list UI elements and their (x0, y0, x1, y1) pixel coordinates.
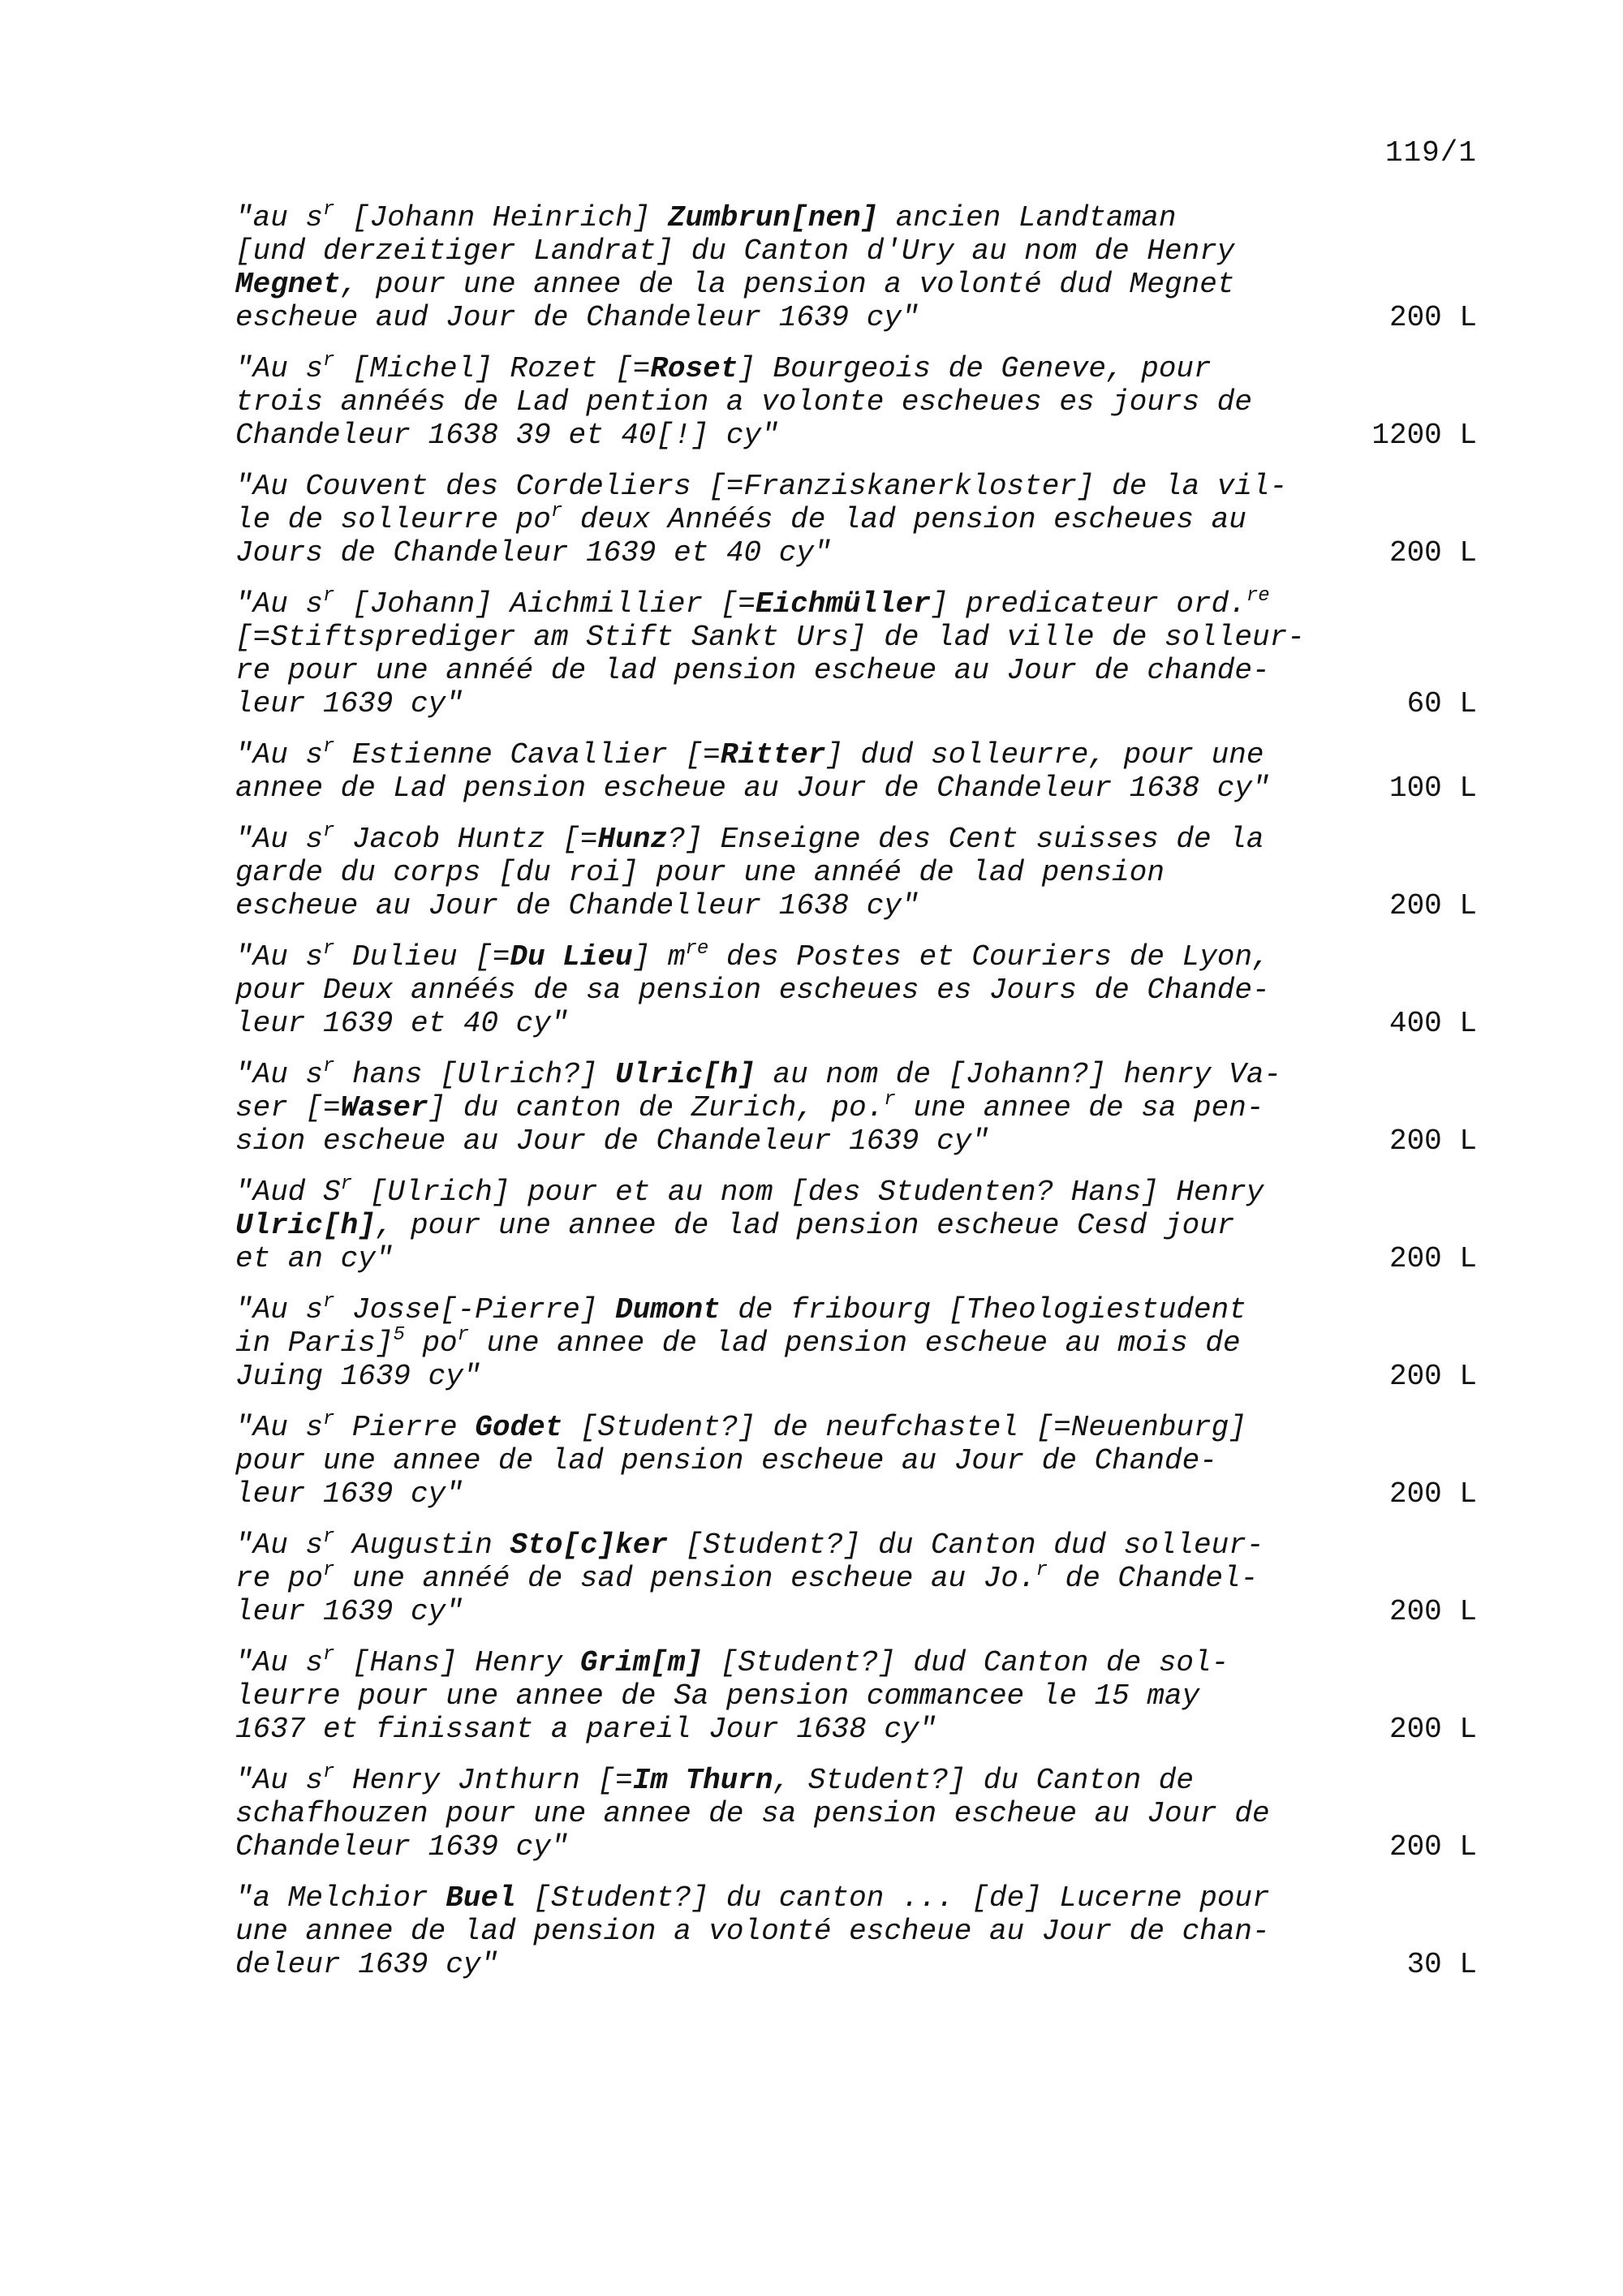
bold-name: Roset (650, 352, 738, 385)
entry-line (235, 1761, 1331, 1797)
text-segment: ] du canton de Zurich, po. (428, 1091, 885, 1124)
text-segment: "Au Couvent des Cordeliers [=Franziskanerkloster] de la vil- (235, 470, 1288, 503)
text-segment: hans [Ulrich?] (334, 1058, 616, 1091)
superscript: r (323, 938, 335, 960)
bold-name: Dumont (615, 1293, 721, 1326)
text-segment: "Au s (235, 1411, 324, 1444)
bold-name: Grim[m] (579, 1646, 704, 1679)
text-segment: [Student?] de neufchastel [=Neuenburg] (562, 1411, 1246, 1444)
entry-text (235, 1293, 1331, 1393)
entry-amount: 200 L (1388, 889, 1477, 922)
superscript: r (323, 1559, 335, 1581)
entry-line (235, 654, 1331, 687)
entry-line (235, 856, 1331, 889)
text-segment: Pierre (334, 1411, 476, 1444)
entry-line (235, 1559, 1331, 1595)
text-segment: schafhouzen pour une annee de sa pension escheue au Jour de (235, 1797, 1270, 1830)
entry-line (235, 1679, 1331, 1713)
ledger-entry (235, 1761, 1477, 1864)
text-segment: 1637 et finissant a pareil Jour 1638 cy" (235, 1713, 937, 1746)
entry-line (235, 1293, 1331, 1326)
bold-name: Ulric[h] (615, 1058, 756, 1091)
text-segment: po (404, 1326, 458, 1360)
entry-text (235, 587, 1331, 720)
superscript: r (884, 1089, 896, 1111)
text-segment: Dulieu [= (334, 940, 510, 974)
text-segment: ancien Landtaman (878, 201, 1177, 234)
superscript: r (550, 501, 563, 522)
text-segment: de fribourg [Theologiestudent (720, 1293, 1246, 1326)
text-segment: Juing 1639 cy" (235, 1360, 481, 1393)
text-segment: re pour une annéé de lad pension escheue au Jour de chande- (235, 654, 1270, 687)
text-segment: "au s (235, 201, 324, 234)
text-segment: re po (235, 1562, 324, 1595)
entry-amount: 400 L (1388, 1007, 1477, 1040)
entry-line (235, 820, 1331, 856)
entry-line (235, 889, 1331, 922)
text-segment: [Michel] Rozet [= (334, 352, 651, 385)
superscript: r (323, 1526, 335, 1548)
entry-line (235, 1360, 1331, 1393)
text-segment: au nom de [Johann?] henry Va- (755, 1058, 1282, 1091)
entry-text (235, 738, 1331, 805)
text-segment: "Au s (235, 823, 324, 856)
entry-amount: 200 L (1388, 1595, 1477, 1628)
text-segment: ?] Enseigne des Cent suisses de la (667, 823, 1264, 856)
text-segment: escheue aud Jour de Chandeleur 1639 cy" (235, 301, 919, 334)
entry-line (235, 1915, 1331, 1948)
entry-line (235, 1713, 1331, 1746)
entry-text (235, 1058, 1331, 1158)
entry-line (235, 234, 1331, 268)
text-segment: sion escheue au Jour de Chandeleur 1639 cy" (235, 1124, 989, 1158)
entry-line (235, 1242, 1331, 1275)
ledger-entry (235, 1881, 1477, 1981)
superscript: r (323, 736, 335, 758)
text-segment: Augustin (334, 1529, 510, 1562)
text-segment: escheue au Jour de Chandelleur 1638 cy" (235, 889, 919, 922)
entry-line (235, 1881, 1331, 1915)
ledger-entry (235, 1173, 1477, 1275)
superscript: r (323, 820, 335, 842)
entry-line (235, 621, 1331, 654)
text-segment: [Student?] dud Canton de sol- (703, 1646, 1229, 1679)
text-segment: [Student?] du canton ... [de] Lucerne pour (515, 1881, 1270, 1915)
text-segment: [und derzeitiger Landrat] du Canton d'Ury au nom de Henry (235, 234, 1235, 268)
superscript: r (323, 350, 335, 372)
text-segment: Chandeleur 1639 cy" (235, 1830, 569, 1864)
ledger-entry (235, 1408, 1477, 1511)
bold-name: Du Lieu (510, 940, 633, 974)
entry-amount: 200 L (1388, 1360, 1477, 1393)
entry-amount: 200 L (1388, 536, 1477, 570)
superscript: r (1035, 1559, 1048, 1581)
entry-line (235, 201, 1331, 234)
superscript: r (323, 1056, 335, 1077)
entry-text (235, 1408, 1331, 1511)
text-segment: "Au s (235, 587, 324, 621)
text-segment: une annee de lad pension a volonté escheue au Jour de chan- (235, 1915, 1270, 1948)
text-segment: leur 1639 et 40 cy" (235, 1007, 569, 1040)
text-segment: leur 1639 cy" (235, 687, 463, 720)
bold-name: Hunz (597, 823, 668, 856)
ledger-entry (235, 201, 1477, 334)
entry-line (235, 536, 1331, 570)
text-segment: des Postes et Couriers de Lyon, (708, 940, 1270, 974)
superscript: r (323, 1291, 335, 1313)
ledger-entry (235, 1293, 1477, 1393)
bold-name: Sto[c]ker (510, 1529, 668, 1562)
entry-amount: 30 L (1406, 1948, 1477, 1981)
ledger-entry (235, 352, 1477, 452)
text-segment: "Au s (235, 1764, 324, 1797)
text-segment: le de solleurre po (235, 503, 551, 536)
text-segment: annee de Lad pension escheue au Jour de Chandeleur 1638 cy" (235, 772, 1270, 805)
text-segment: ] dud solleurre, pour une (825, 738, 1264, 772)
text-segment: "Au s (235, 1529, 324, 1562)
entry-amount: 60 L (1406, 687, 1477, 720)
entry-line (235, 1526, 1331, 1562)
text-segment: "Au s (235, 1646, 324, 1679)
ledger-entry (235, 1526, 1477, 1628)
entry-line (235, 470, 1331, 503)
text-segment: "Aud S (235, 1176, 341, 1209)
entry-line (235, 1326, 1331, 1360)
superscript: r (323, 1644, 335, 1666)
entry-line (235, 301, 1331, 334)
bold-name: Ulric[h] (235, 1209, 376, 1242)
text-segment: "Au s (235, 940, 324, 974)
entry-line (235, 1595, 1331, 1628)
entry-amount: 200 L (1388, 301, 1477, 334)
text-segment: [Johann Heinrich] (334, 201, 668, 234)
text-segment: "a Melchior (235, 1881, 446, 1915)
entry-line (235, 503, 1331, 536)
text-segment: "Au s (235, 352, 324, 385)
entry-line (235, 738, 1331, 772)
entry-line (235, 1948, 1331, 1981)
entry-amount: 200 L (1388, 1477, 1477, 1511)
entry-line (235, 1477, 1331, 1511)
entry-line (235, 974, 1331, 1007)
entry-line (235, 385, 1331, 419)
entry-text (235, 820, 1331, 922)
superscript: r (323, 585, 335, 607)
text-segment: de Chandel- (1047, 1562, 1259, 1595)
entry-line (235, 1444, 1331, 1477)
entry-line (235, 687, 1331, 720)
text-segment: [=Stiftsprediger am Stift Sankt Urs] de lad ville de solleur- (235, 621, 1305, 654)
text-segment: , Student?] du Canton de (773, 1764, 1195, 1797)
text-segment: une annee de lad pension escheue au mois de (469, 1326, 1241, 1360)
entry-text (235, 1526, 1331, 1628)
bold-name: Eichmüller (755, 587, 931, 621)
entry-line (235, 352, 1331, 385)
ledger-entry (235, 738, 1477, 805)
ledger-entry (235, 1058, 1477, 1158)
entry-text (235, 1646, 1331, 1746)
text-segment: [Ulrich] pour et au nom [des Studenten? Hans] Henry (352, 1176, 1264, 1209)
bold-name: Buel (446, 1881, 516, 1915)
entry-line (235, 1408, 1331, 1444)
text-segment: pour Deux annéés de sa pension escheues es Jours de Chande- (235, 974, 1270, 1007)
bold-name: Zumbrun[nen] (667, 201, 879, 234)
ledger-entries (235, 201, 1477, 1999)
entry-line (235, 1173, 1331, 1209)
entry-line (235, 1058, 1331, 1091)
entry-text (235, 470, 1331, 570)
bold-name: Waser (340, 1091, 428, 1124)
text-segment: in Paris] (235, 1326, 394, 1360)
text-segment: trois annéés de Lad pention a volonte escheues es jours de (235, 385, 1253, 419)
entry-line (235, 1091, 1331, 1124)
entry-line (235, 940, 1331, 974)
entry-amount: 200 L (1388, 1830, 1477, 1864)
entry-line (235, 1646, 1331, 1679)
text-segment: ] Bourgeois de Geneve, pour (738, 352, 1212, 385)
entry-line (235, 419, 1331, 452)
entry-line (235, 587, 1331, 621)
entry-text (235, 1761, 1331, 1864)
text-segment: Henry Jnthurn [= (334, 1764, 633, 1797)
page-number: 119/1 (1384, 136, 1477, 170)
text-segment: Josse[-Pierre] (334, 1293, 616, 1326)
text-segment: "Au s (235, 1293, 324, 1326)
bold-name: Ritter (720, 738, 826, 772)
text-segment: "Au s (235, 1058, 324, 1091)
bold-name: Megnet (235, 268, 341, 301)
bold-name: Godet (475, 1411, 563, 1444)
text-segment: ] m (632, 940, 686, 974)
text-segment: Jours de Chandeleur 1639 et 40 cy" (235, 536, 832, 570)
ledger-entry (235, 820, 1477, 922)
text-segment: une annee de sa pen- (895, 1091, 1264, 1124)
entry-line (235, 1209, 1331, 1242)
superscript: re (685, 938, 709, 960)
text-segment: ] predicateur ord. (930, 587, 1246, 621)
entry-text (235, 940, 1331, 1040)
text-segment: "Au s (235, 738, 324, 772)
ledger-entry (235, 1646, 1477, 1746)
text-segment: deleur 1639 cy" (235, 1948, 499, 1981)
entry-text (235, 201, 1331, 334)
text-segment: Jacob Huntz [= (334, 823, 598, 856)
text-segment: une annéé de sad pension escheue au Jo. (334, 1562, 1036, 1595)
text-segment: Chandeleur 1638 39 et 40[!] cy" (235, 419, 779, 452)
text-segment: leurre pour une annee de Sa pension commancee le 15 may (235, 1679, 1200, 1713)
text-segment: et an cy" (235, 1242, 394, 1275)
text-segment: , pour une annee de la pension a volonté dud Megnet (340, 268, 1235, 301)
entry-amount: 1200 L (1371, 419, 1477, 452)
superscript: r (323, 199, 335, 221)
superscript: 5 (393, 1324, 405, 1346)
entry-amount: 200 L (1388, 1242, 1477, 1275)
text-segment: , pour une annee de lad pension escheue Cesd jour (375, 1209, 1235, 1242)
entry-text (235, 1881, 1331, 1981)
entry-text (235, 1173, 1331, 1275)
text-segment: [Johann] Aichmillier [= (334, 587, 756, 621)
entry-amount: 200 L (1388, 1713, 1477, 1746)
bold-name: Im Thurn (632, 1764, 773, 1797)
text-segment: ser [= (235, 1091, 341, 1124)
superscript: re (1246, 585, 1270, 607)
entry-line (235, 268, 1331, 301)
entry-line (235, 1797, 1331, 1830)
text-segment: [Hans] Henry (334, 1646, 580, 1679)
ledger-entry (235, 940, 1477, 1040)
superscript: r (323, 1408, 335, 1430)
text-segment: garde du corps [du roi] pour une annéé de lad pension (235, 856, 1165, 889)
ledger-entry (235, 470, 1477, 570)
entry-line (235, 1124, 1331, 1158)
text-segment: leur 1639 cy" (235, 1595, 463, 1628)
superscript: r (323, 1761, 335, 1783)
text-segment: leur 1639 cy" (235, 1477, 463, 1511)
entry-line (235, 1830, 1331, 1864)
entry-text (235, 352, 1331, 452)
superscript: r (457, 1324, 470, 1346)
superscript: r (340, 1173, 353, 1195)
text-segment: [Student?] du Canton dud solleur- (667, 1529, 1264, 1562)
entry-amount: 200 L (1388, 1124, 1477, 1158)
ledger-entry (235, 587, 1477, 720)
text-segment: pour une annee de lad pension escheue au Jour de Chande- (235, 1444, 1217, 1477)
entry-line (235, 1007, 1331, 1040)
text-segment: Estienne Cavallier [= (334, 738, 721, 772)
entry-amount: 100 L (1388, 772, 1477, 805)
entry-line (235, 772, 1331, 805)
text-segment: deux Annéés de lad pension escheues au (562, 503, 1246, 536)
